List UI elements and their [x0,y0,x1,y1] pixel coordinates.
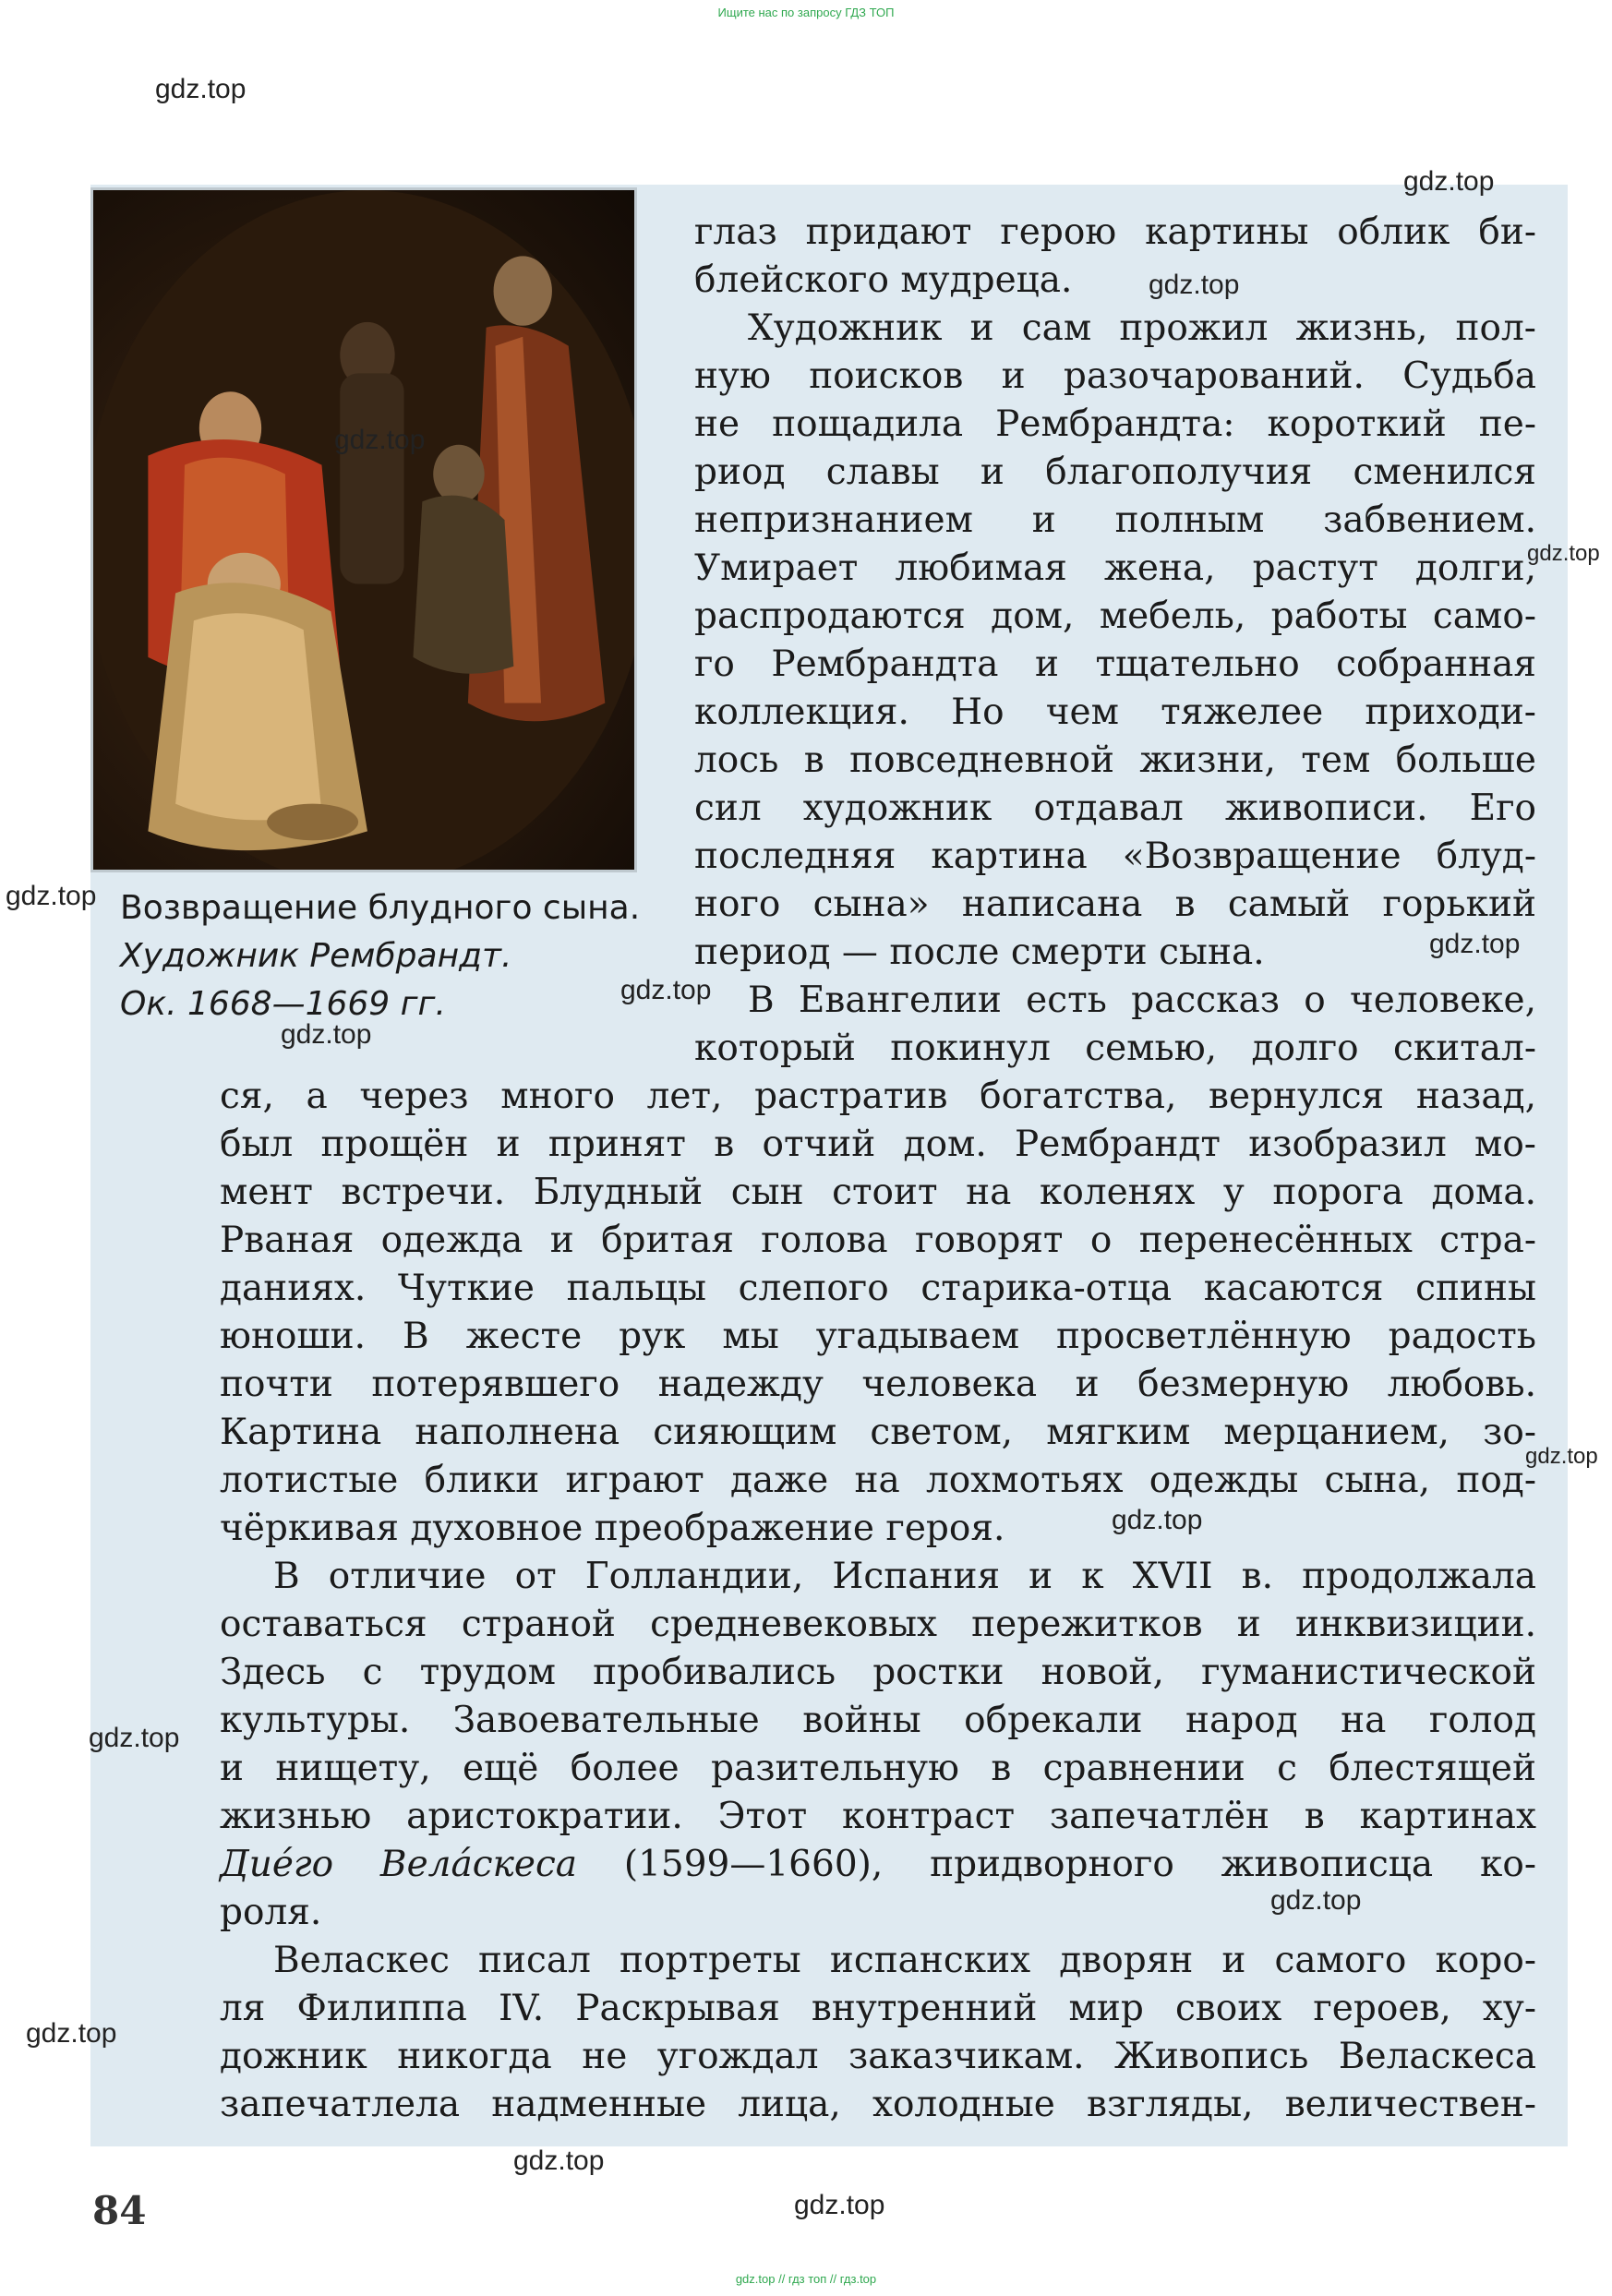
text-line: Умирает любимая жена, растут долги, [694,547,1536,589]
text-line: лось в повседневной жизни, тем больше [694,739,1536,781]
text-line: В Евангелии есть рассказ о человеке, [748,980,1536,1021]
watermark: gdz.top [1270,1885,1362,1916]
text-line: юноши. В жесте рук мы угадываем просветлённую радость [220,1316,1536,1357]
painter-name: Дие́го Вела́скеса [220,1844,578,1885]
text-line: сил художник отдавал живописи. Его [694,787,1536,829]
caption-title: Возвращение блудного сына. [120,889,641,927]
text-line [220,1841,1536,1889]
text-line: глаз придают герою картины облик би- [694,211,1536,253]
text-line: и нищету, ещё более разительную в сравнении с блестящей [220,1748,1536,1789]
top-banner: Ищите нас по запросу ГДЗ ТОП [717,6,895,19]
watermark: gdz.top [26,2018,117,2049]
watermark: gdz.top [794,2190,885,2220]
text-line: ного сына» написана в самый горький [694,884,1536,925]
text-line: распродаются дом, мебель, работы само- [694,595,1536,637]
text-line: оставаться страной средневековых пережитков и инквизиции. [220,1604,1536,1645]
text-line: почти потерявшего надежду человека и безмерную любовь. [220,1364,1536,1405]
text-line: ля Филиппа IV. Раскрывая внутренний мир своих героев, ху- [220,1988,1536,2029]
text-line: запечатлела надменные лица, холодные взгляды, величествен- [220,2084,1536,2125]
text-line: был прощён и принят в отчий дом. Рембрандт изобразил мо- [220,1124,1536,1165]
text-line: даниях. Чуткие пальцы слепого старика-отца касаются спины [220,1268,1536,1309]
watermark: gdz.top [1403,166,1495,197]
watermark: gdz.top [334,425,426,455]
text-line: блейского мудреца. [694,259,1073,301]
text-line: ся, а через много лет, растратив богатства, вернулся назад, [220,1076,1536,1117]
page-number: 84 [92,2188,147,2233]
watermark: gdz.top [89,1723,180,1753]
watermark: gdz.top [1525,1444,1598,1469]
text-fragment: (1599—1660), придворного живописца ко- [623,1844,1536,1885]
text-line: который покинул семью, долго скитал- [694,1028,1536,1069]
text-line: В отличие от Голландии, Испания и к XVII в. продолжала [273,1556,1536,1597]
caption-date: Ок. 1668—1669 гг. [120,985,446,1023]
watermark: gdz.top [155,74,247,104]
watermark: gdz.top [6,881,97,911]
text-line: ную поисков и разочарований. Судьба [694,355,1536,397]
bottom-banner: gdz.top // гдз топ // гдз.top [735,2272,877,2286]
text-line: роля. [220,1892,322,1933]
text-line: чёркивая духовное преображение героя. [220,1508,1005,1549]
watermark: gdz.top [620,975,712,1005]
text-line: Здесь с трудом пробивались ростки новой, гуманистической [220,1652,1536,1693]
text-line: Рваная одежда и бритая голова говорят о перенесённых стра- [220,1220,1536,1261]
text-line: непризнанием и полным забвением. [694,499,1536,541]
text-line: не пощадила Рембрандта: короткий пе- [694,403,1536,445]
text-line: коллекция. Но чем тяжелее приходи- [694,691,1536,733]
text-line: риод славы и благополучия сменился [694,451,1536,493]
watermark: gdz.top [1149,270,1240,300]
text-line: жизнью аристократии. Этот контраст запечатлён в картинах [220,1796,1536,1837]
text-line: культуры. Завоевательные войны обрекали народ на голод [220,1700,1536,1741]
text-line: дожник никогда не угождал заказчикам. Живопись Веласкеса [220,2036,1536,2077]
text-line: последняя картина «Возвращение блуд- [694,835,1536,877]
watermark: gdz.top [1112,1505,1203,1535]
text-line: Картина наполнена сияющим светом, мягким мерцанием, зо- [220,1412,1536,1453]
text-line: Веласкес писал портреты испанских дворян и самого коро- [273,1940,1536,1981]
text-line: лотистые блики играют даже на лохмотьях одежды сына, под- [220,1460,1536,1501]
text-line: мент встречи. Блудный сын стоит на коленях у порога дома. [220,1172,1536,1213]
watermark: gdz.top [281,1019,372,1050]
watermark: gdz.top [1527,541,1600,566]
watermark: gdz.top [513,2146,605,2176]
text-line: го Рембрандта и тщательно собранная [694,643,1536,685]
text-line: период — после смерти сына. [694,932,1265,973]
caption-author: Художник Рембрандт. [120,937,512,975]
watermark: gdz.top [1429,929,1521,959]
text-line: Художник и сам прожил жизнь, пол- [748,307,1536,349]
